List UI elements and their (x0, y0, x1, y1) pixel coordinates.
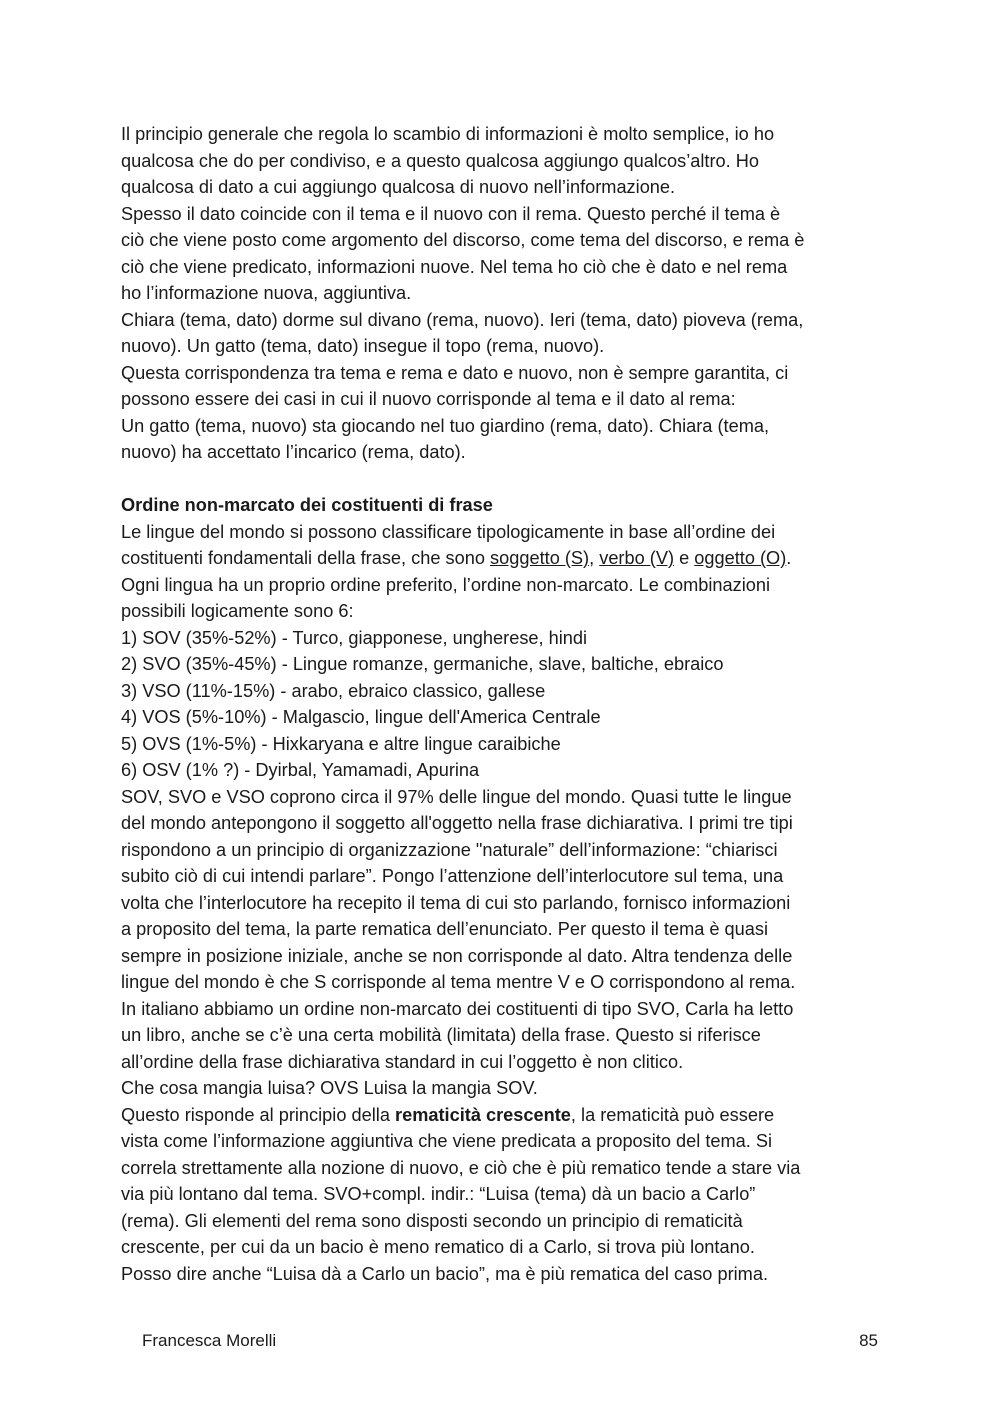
text-line: Chiara (tema, dato) dorme sul divano (rema, nuovo). Ieri (tema, dato) pioveva (rema, (121, 309, 804, 330)
text-fragment: , la rematicità può essere (570, 1104, 775, 1125)
text-line: possibili logicamente sono 6: (121, 601, 354, 621)
word-order-list (121, 625, 891, 784)
term-rematicita-crescente: rematicità crescente (395, 1104, 571, 1125)
text-line: sempre in posizione iniziale, anche se non corrisponde al dato. Altra tendenza delle (121, 945, 793, 966)
text-line: rispondono a un principio di organizzazione "naturale” dell’informazione: “chiarisci (121, 839, 778, 860)
text-fragment: , (589, 548, 600, 568)
text-fragment: Questo risponde al principio della (121, 1104, 395, 1125)
text-line: qualcosa di dato a cui aggiungo qualcosa di nuovo nell’informazione. (121, 177, 676, 197)
body-text (121, 121, 891, 1287)
text-line: all’ordine della frase dichiarativa standard in cui l’oggetto è non clitico. (121, 1051, 684, 1072)
text-line: subito ciò di cui intendi parlare”. Pongo l’attenzione dell’interlocutore sul tema, una (121, 866, 784, 886)
term-soggetto: soggetto (S) (490, 548, 590, 568)
text-line: possono essere dei casi in cui il nuovo corrisponde al tema e il dato al rema: (121, 389, 736, 409)
text-line: qualcosa che do per condiviso, e a questo qualcosa aggiungo qualcos’altro. Ho (121, 150, 760, 171)
text-line: In italiano abbiamo un ordine non-marcato dei costituenti di tipo SVO, Carla ha letto (121, 998, 794, 1019)
list-item: 6) OSV (1% ?) - Dyirbal, Yamamadi, Apurina (121, 760, 480, 780)
section-word-order (121, 492, 891, 1287)
text-line: ho l’informazione nuova, aggiuntiva. (121, 283, 412, 303)
intro-paragraph (121, 121, 891, 466)
text-line: un libro, anche se c’è una certa mobilità (limitata) della frase. Questo si riferisce (121, 1025, 761, 1045)
text-line: vista come l’informazione aggiuntiva che viene predicata a proposito del tema. Si (121, 1131, 773, 1151)
list-item: 5) OVS (1%-5%) - Hixkaryana e altre lingue caraibiche (121, 733, 561, 754)
text-line: nuovo) ha accettato l’incarico (rema, dato). (121, 442, 466, 462)
text-line: nuovo). Un gatto (tema, dato) insegue il topo (rema, nuovo). (121, 336, 605, 356)
text-line: Le lingue del mondo si possono classificare tipologicamente in base all’ordine dei (121, 521, 776, 542)
text-line: SOV, SVO e VSO coprono circa il 97% delle lingue del mondo. Quasi tutte le lingue (121, 786, 792, 807)
text-line: Questa corrispondenza tra tema e rema e dato e nuovo, non è sempre garantita, ci (121, 362, 789, 383)
text-fragment: . (786, 548, 792, 568)
text-line: volta che l’interlocutore ha recepito il tema di cui sto parlando, fornisco informazioni (121, 892, 791, 913)
text-fragment: e (674, 548, 695, 568)
text-line: ciò che viene posto come argomento del discorso, come tema del discorso, e rema è (121, 230, 805, 250)
text-line: Che cosa mangia luisa? OVS Luisa la mangia SOV. (121, 1078, 538, 1098)
text-line-rematicity (121, 1102, 891, 1129)
term-verbo: verbo (V) (599, 548, 675, 568)
footer-page-number: 85 (859, 1331, 878, 1350)
list-item: 3) VSO (11%-15%) - arabo, ebraico classico, gallese (121, 680, 546, 701)
list-item: 2) SVO (35%-45%) - Lingue romanze, germaniche, slave, baltiche, ebraico (121, 654, 724, 674)
section-heading: Ordine non-marcato dei costituenti di frase (121, 495, 493, 515)
text-line: del mondo antepongono il soggetto all'oggetto nella frase dichiarativa. I primi tre tipi (121, 813, 793, 833)
paragraph-spacer (121, 466, 891, 493)
text-line: Il principio generale che regola lo scambio di informazioni è molto semplice, io ho (121, 124, 775, 144)
text-line: lingue del mondo è che S corrisponde al tema mentre V e O corrispondono al rema. (121, 972, 796, 992)
text-line: correla strettamente alla nozione di nuovo, e ciò che è più rematico tende a stare via (121, 1157, 801, 1178)
text-line: crescente, per cui da un bacio è meno rematico di a Carlo, si trova più lontano. (121, 1237, 755, 1257)
text-line: Un gatto (tema, nuovo) sta giocando nel tuo giardino (rema, dato). Chiara (tema, (121, 415, 770, 436)
footer-author: Francesca Morelli (142, 1331, 277, 1350)
text-line: (rema). Gli elementi del rema sono disposti secondo un principio di rematicità (121, 1210, 743, 1231)
text-line: via più lontano dal tema. SVO+compl. indir.: “Luisa (tema) dà un bacio a Carlo” (121, 1184, 756, 1204)
text-line-constituents (121, 545, 891, 572)
text-line: ciò che viene predicato, informazioni nuove. Nel tema ho ciò che è dato e nel rema (121, 256, 788, 277)
text-line: Posso dire anche “Luisa dà a Carlo un bacio”, ma è più rematica del caso prima. (121, 1263, 768, 1284)
text-line: a proposito del tema, la parte rematica dell’enunciato. Per questo il tema è quasi (121, 919, 769, 939)
term-oggetto: oggetto (O) (694, 548, 787, 568)
list-item: 1) SOV (35%-52%) - Turco, giapponese, ungherese, hindi (121, 627, 588, 648)
text-fragment: costituenti fondamentali della frase, che sono (121, 548, 491, 568)
list-item: 4) VOS (5%-10%) - Malgascio, lingue dell'America Centrale (121, 707, 601, 727)
text-line: Spesso il dato coincide con il tema e il nuovo con il rema. Questo perché il tema è (121, 203, 781, 224)
text-line: Ogni lingua ha un proprio ordine preferito, l’ordine non-marcato. Le combinazioni (121, 574, 771, 595)
